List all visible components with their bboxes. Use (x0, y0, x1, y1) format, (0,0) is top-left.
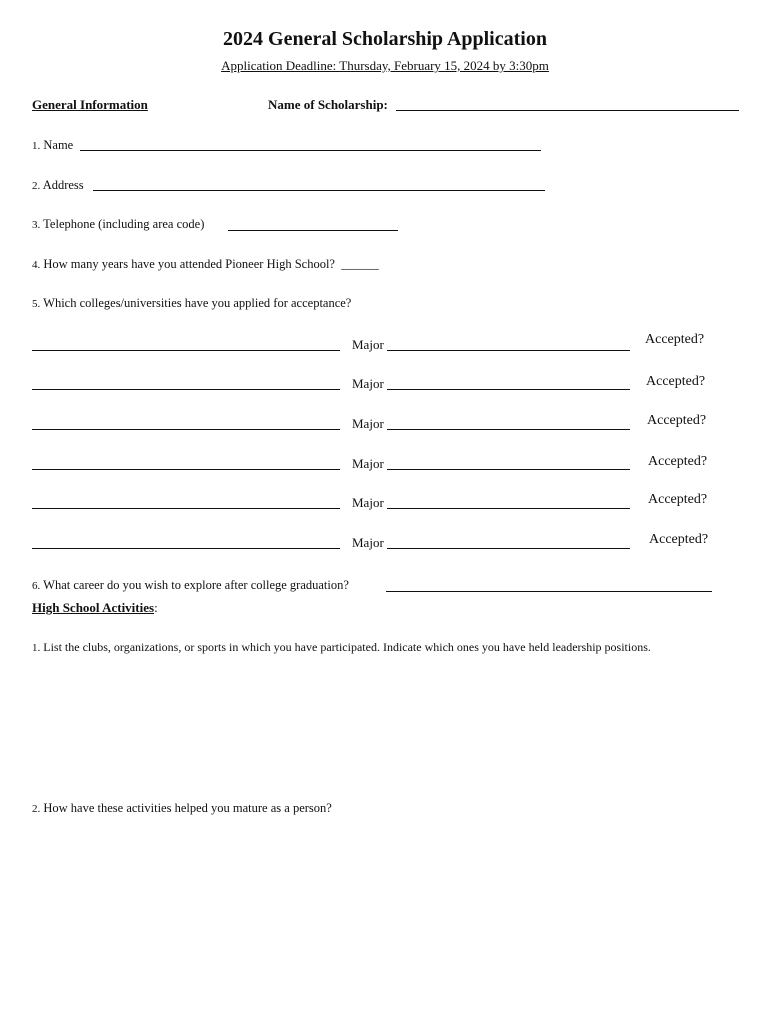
major-label: Major (352, 337, 384, 352)
question-number: 1. (32, 642, 41, 654)
colleges-label: Which colleges/universities have you applied for acceptance? (43, 296, 352, 310)
question-number: 6. (32, 580, 41, 592)
scholarship-name-field[interactable] (396, 110, 739, 111)
college-name-field[interactable] (32, 469, 340, 470)
major-field[interactable] (387, 429, 630, 430)
question-number: 2. (32, 803, 41, 815)
question-number: 4. (32, 259, 41, 271)
college-name-field[interactable] (32, 389, 340, 390)
accepted-label: Accepted? (648, 492, 708, 507)
name-question (32, 138, 73, 153)
college-name-field[interactable] (32, 508, 340, 509)
major-label: Major (352, 456, 384, 471)
name-field[interactable] (80, 150, 541, 151)
years-attended-label: How many years have you attended Pioneer High School? (43, 257, 335, 271)
address-label: Address (42, 178, 84, 192)
question-number: 1. (32, 140, 41, 152)
maturity-answer-area[interactable] (32, 822, 744, 1002)
question-number: 3. (32, 219, 41, 231)
major-field[interactable] (387, 508, 630, 509)
college-name-field[interactable] (32, 548, 340, 549)
college-name-field[interactable] (32, 429, 340, 430)
colleges-question (32, 296, 351, 311)
address-question (32, 178, 84, 193)
major-field[interactable] (387, 548, 630, 549)
college-name-field[interactable] (32, 350, 340, 351)
career-field[interactable] (386, 591, 712, 592)
question-number: 2. (32, 180, 41, 192)
page-title: 2024 General Scholarship Application (223, 28, 547, 50)
career-question (32, 578, 349, 593)
major-field[interactable] (387, 469, 630, 470)
activities-heading-row (32, 600, 158, 616)
general-information-heading: General Information (32, 97, 148, 112)
years-attended-question (32, 257, 379, 272)
maturity-question (32, 801, 332, 816)
major-label: Major (352, 376, 384, 391)
major-field[interactable] (387, 389, 630, 390)
application-deadline: Application Deadline: Thursday, February 15, 2024 by 3:30pm (221, 58, 549, 73)
clubs-label: List the clubs, organizations, or sports in which you have participated. Indicate which ones you have held leadership positions. (43, 640, 651, 654)
accepted-label: Accepted? (647, 413, 707, 428)
accepted-label: Accepted? (645, 332, 705, 347)
maturity-label: How have these activities helped you mature as a person? (43, 801, 332, 815)
major-label: Major (352, 416, 384, 431)
accepted-label: Accepted? (648, 454, 708, 469)
years-attended-field[interactable]: ______ (341, 257, 379, 271)
clubs-answer-area[interactable] (32, 662, 744, 782)
telephone-label: Telephone (including area code) (43, 217, 205, 231)
clubs-question (32, 640, 651, 655)
address-field[interactable] (93, 190, 545, 191)
telephone-field[interactable] (228, 230, 398, 231)
career-label: What career do you wish to explore after college graduation? (43, 578, 349, 592)
accepted-label: Accepted? (646, 374, 706, 389)
activities-heading: High School Activities (32, 600, 155, 615)
telephone-question (32, 217, 204, 232)
major-label: Major (352, 535, 384, 550)
activities-heading-colon: : (154, 600, 158, 615)
question-number: 5. (32, 298, 41, 310)
scholarship-name-label: Name of Scholarship: (268, 97, 388, 112)
accepted-label: Accepted? (649, 532, 709, 547)
major-field[interactable] (387, 350, 630, 351)
name-label: Name (43, 138, 74, 152)
major-label: Major (352, 495, 384, 510)
